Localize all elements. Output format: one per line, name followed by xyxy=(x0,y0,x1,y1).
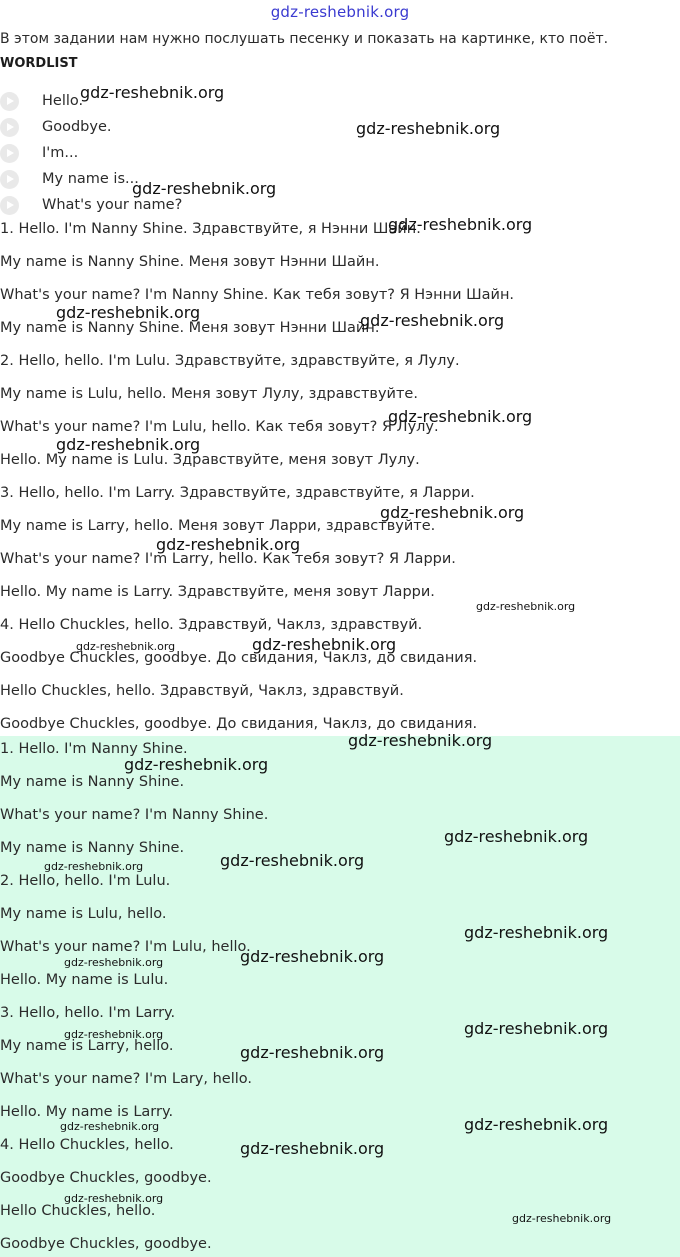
english-line: My name is Larry, hello. xyxy=(0,1038,174,1054)
english-line: 1. Hello. I'm Nanny Shine. xyxy=(0,741,188,757)
watermark: gdz-reshebnik.org xyxy=(64,1028,164,1041)
task-intro: В этом задании нам нужно послушать песенку и показать на картинке, кто поёт. xyxy=(0,31,609,47)
wordlist-item xyxy=(0,168,139,190)
wordlist-item-text: Hello. xyxy=(42,93,84,109)
wordlist-item xyxy=(0,116,112,138)
wordlist-item-text: My name is... xyxy=(42,171,139,187)
wordlist-item xyxy=(0,90,83,112)
watermark: gdz-reshebnik.org xyxy=(252,635,397,654)
watermark: gdz-reshebnik.org xyxy=(132,179,277,198)
watermark: gdz-reshebnik.org xyxy=(356,119,501,138)
wordlist-item-text: I'm... xyxy=(42,145,79,161)
english-line: My name is Lulu, hello. xyxy=(0,906,167,922)
english-line: Hello. My name is Lulu. xyxy=(0,972,169,988)
play-icon[interactable] xyxy=(0,196,19,215)
watermark: gdz-reshebnik.org xyxy=(388,407,533,426)
watermark: gdz-reshebnik.org xyxy=(240,947,385,966)
english-line: 2. Hello, hello. I'm Lulu. xyxy=(0,873,171,889)
english-line: My name is Nanny Shine. xyxy=(0,840,185,856)
wordlist-item-text: What's your name? xyxy=(42,197,183,213)
english-line: My name is Nanny Shine. xyxy=(0,774,185,790)
watermark: gdz-reshebnik.org xyxy=(240,1043,385,1062)
watermark: gdz-reshebnik.org xyxy=(220,851,365,870)
watermark: gdz-reshebnik.org xyxy=(44,860,144,873)
play-icon[interactable] xyxy=(0,118,19,137)
watermark: gdz-reshebnik.org xyxy=(240,1139,385,1158)
site-header-link[interactable]: gdz-reshebnik.org xyxy=(270,3,410,21)
translation-line: My name is Lulu, hello. Меня зовут Лулу, здравствуйте. xyxy=(0,386,418,402)
english-line: What's your name? I'm Nanny Shine. xyxy=(0,807,269,823)
watermark: gdz-reshebnik.org xyxy=(76,640,176,653)
watermark: gdz-reshebnik.org xyxy=(380,503,525,522)
play-icon[interactable] xyxy=(0,92,19,111)
wordlist-item-text: Goodbye. xyxy=(42,119,112,135)
translation-line: What's your name? I'm Lulu, hello. Как тебя зовут? Я Лулу. xyxy=(0,419,439,435)
wordlist-title: WORDLIST xyxy=(0,56,78,71)
translation-line: 1. Hello. I'm Nanny Shine. Здравствуйте, я Нэнни Шайн. xyxy=(0,221,421,237)
translation-line: Hello. My name is Lulu. Здравствуйте, меня зовут Лулу. xyxy=(0,452,420,468)
translation-line: My name is Nanny Shine. Меня зовут Нэнни Шайн. xyxy=(0,254,380,270)
watermark: gdz-reshebnik.org xyxy=(512,1212,612,1225)
translation-line: What's your name? I'm Larry, hello. Как тебя зовут? Я Ларри. xyxy=(0,551,456,567)
translation-line: Hello Chuckles, hello. Здравствуй, Чаклз, здравствуй. xyxy=(0,683,404,699)
watermark: gdz-reshebnik.org xyxy=(388,215,533,234)
english-line: 4. Hello Chuckles, hello. xyxy=(0,1137,174,1153)
watermark: gdz-reshebnik.org xyxy=(80,83,225,102)
watermark: gdz-reshebnik.org xyxy=(464,1115,609,1134)
watermark: gdz-reshebnik.org xyxy=(476,600,576,613)
watermark: gdz-reshebnik.org xyxy=(360,311,505,330)
watermark: gdz-reshebnik.org xyxy=(156,535,301,554)
english-line: Goodbye Chuckles, goodbye. xyxy=(0,1236,212,1252)
english-line: What's your name? I'm Lary, hello. xyxy=(0,1071,253,1087)
translation-line: My name is Larry, hello. Меня зовут Ларри, здравствуйте. xyxy=(0,518,436,534)
wordlist-item xyxy=(0,142,78,164)
watermark: gdz-reshebnik.org xyxy=(60,1120,160,1133)
translation-line: My name is Nanny Shine. Меня зовут Нэнни Шайн. xyxy=(0,320,380,336)
watermark: gdz-reshebnik.org xyxy=(56,303,201,322)
watermark: gdz-reshebnik.org xyxy=(64,956,164,969)
watermark: gdz-reshebnik.org xyxy=(444,827,589,846)
watermark: gdz-reshebnik.org xyxy=(464,923,609,942)
watermark: gdz-reshebnik.org xyxy=(124,755,269,774)
play-icon[interactable] xyxy=(0,144,19,163)
translation-line: 4. Hello Chuckles, hello. Здравствуй, Чаклз, здравствуй. xyxy=(0,617,423,633)
watermark: gdz-reshebnik.org xyxy=(56,435,201,454)
play-icon[interactable] xyxy=(0,170,19,189)
translation-line: Goodbye Chuckles, goodbye. До свидания, Чаклз, до свидания. xyxy=(0,716,478,732)
watermark: gdz-reshebnik.org xyxy=(464,1019,609,1038)
translation-line: What's your name? I'm Nanny Shine. Как тебя зовут? Я Нэнни Шайн. xyxy=(0,287,515,303)
translation-line: Hello. My name is Larry. Здравствуйте, меня зовут Ларри. xyxy=(0,584,435,600)
watermark: gdz-reshebnik.org xyxy=(64,1192,164,1205)
english-line: Hello Chuckles, hello. xyxy=(0,1203,156,1219)
english-line: Hello. My name is Larry. xyxy=(0,1104,174,1120)
translation-line: 3. Hello, hello. I'm Larry. Здравствуйте, здравствуйте, я Ларри. xyxy=(0,485,475,501)
english-line: What's your name? I'm Lulu, hello. xyxy=(0,939,251,955)
english-line: 3. Hello, hello. I'm Larry. xyxy=(0,1005,176,1021)
translation-line: Goodbye Chuckles, goodbye. До свидания, Чаклз, до свидания. xyxy=(0,650,478,666)
translation-line: 2. Hello, hello. I'm Lulu. Здравствуйте, здравствуйте, я Лулу. xyxy=(0,353,460,369)
watermark: gdz-reshebnik.org xyxy=(348,731,493,750)
english-line: Goodbye Chuckles, goodbye. xyxy=(0,1170,212,1186)
